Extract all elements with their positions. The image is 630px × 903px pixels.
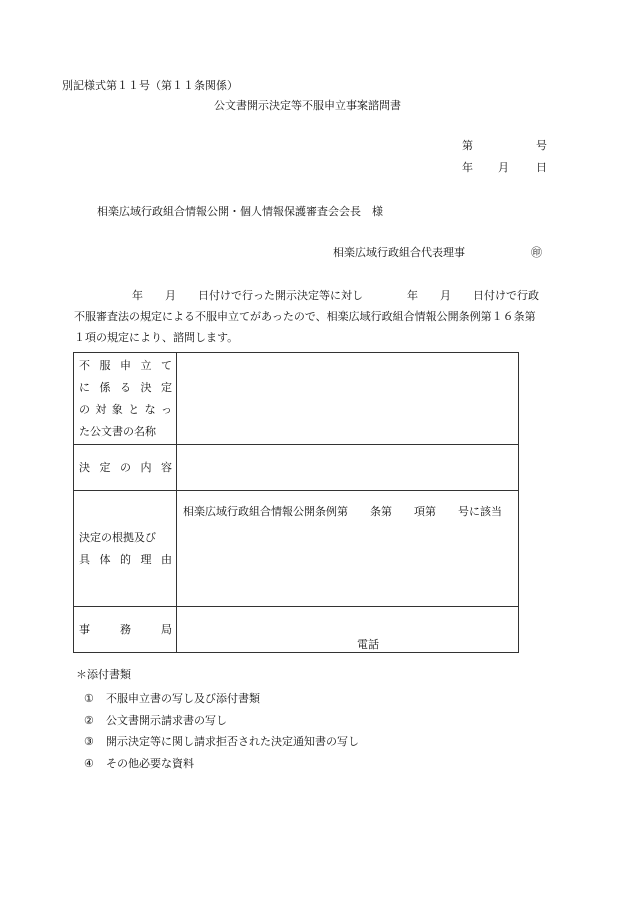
document-title: 公文書開示決定等不服申立事案諮問書	[214, 99, 401, 112]
basis-text: 相楽広域行政組合情報公開条例第 条第 項第 号に該当	[183, 505, 502, 518]
form-reference: 別記様式第１１号（第１１条関係）	[62, 79, 238, 92]
body-line-3: １項の規定により、諮問します。	[74, 331, 239, 344]
list-item: ① 不服申立書の写し及び添付書類	[84, 692, 260, 705]
field-decision-content[interactable]	[177, 445, 519, 491]
list-item: ② 公文書開示請求書の写し	[84, 713, 227, 727]
date-month: 月	[498, 161, 509, 174]
label-office: 事務局	[74, 607, 177, 653]
label-decision-content: 決定の内容	[74, 445, 177, 491]
table-row-document-name	[74, 353, 519, 445]
field-document-name[interactable]	[177, 353, 519, 445]
field-basis-reason[interactable]	[177, 491, 519, 607]
phone-label: 電話	[357, 638, 379, 651]
date-day: 日	[536, 161, 547, 174]
inquiry-table	[73, 352, 519, 653]
label-basis-reason: 決定の根拠及び 具体的理由	[74, 491, 177, 607]
table-row-basis	[74, 491, 519, 607]
doc-number-label: 第	[462, 139, 473, 152]
body-paragraph	[74, 285, 554, 348]
seal-mark: ㊞	[531, 246, 542, 259]
body-line-1: 年 月 日付けで行った開示決定等に対し 年 月 日付けで行政	[132, 289, 539, 302]
sender-name: 相楽広域行政組合代表理事	[333, 246, 465, 259]
field-office[interactable]	[177, 607, 519, 653]
label-document-name: 不服申立て に係る決定 の対象となっ た公文書の名称	[74, 353, 177, 445]
list-item: ④ その他必要な資料	[84, 756, 194, 770]
table-row-decision-content	[74, 445, 519, 491]
body-line-2: 不服審査法の規定による不服申立てがあったので、相楽広域行政組合情報公開条例第１６条第	[74, 310, 536, 323]
attachments-title: ＊添付書類	[76, 668, 131, 681]
addressee: 相楽広域行政組合情報公開・個人情報保護審査会会長 様	[97, 205, 383, 218]
date-year: 年	[462, 161, 473, 174]
doc-number-suffix: 号	[536, 139, 547, 152]
list-item: ③ 開示決定等に関し請求拒否された決定通知書の写し	[84, 735, 359, 748]
table-row-office	[74, 607, 519, 653]
attachments-list	[84, 688, 359, 774]
